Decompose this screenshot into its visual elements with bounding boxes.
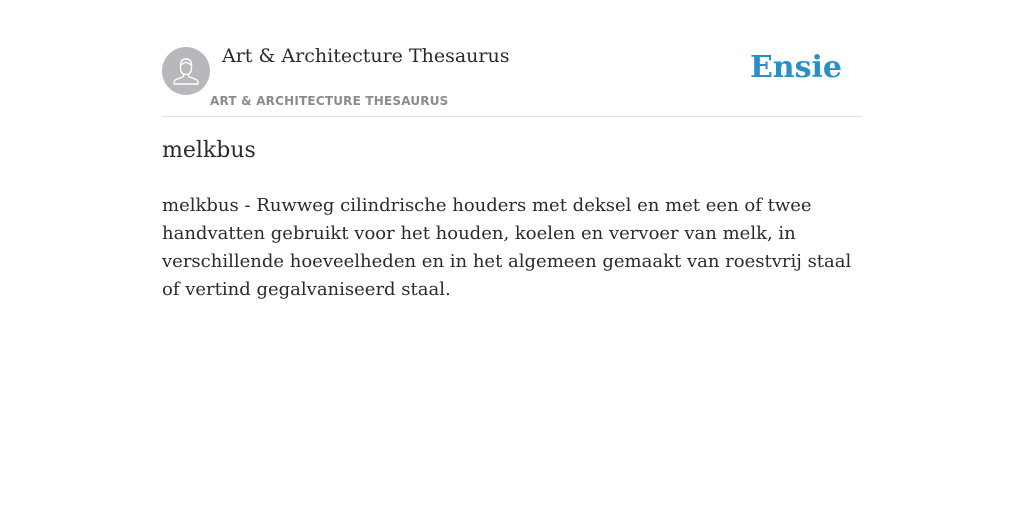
- source-title[interactable]: Art & Architecture Thesaurus: [222, 45, 510, 67]
- source-subtitle: ART & ARCHITECTURE THESAURUS: [210, 94, 449, 108]
- ensie-logo[interactable]: Ensie: [749, 50, 842, 85]
- definition-text: melkbus - Ruwweg cilindrische houders met deksel en met een of twee handvatten gebruikt voor het houden, koelen en vervoer van melk, in verschillende hoeveelheden en in het algemeen gemaakt van roestvrij staal of vertind gegalvaniseerd staal.: [162, 195, 852, 300]
- avatar[interactable]: [162, 47, 210, 95]
- source-header: [162, 40, 862, 117]
- user-icon: [162, 47, 210, 95]
- term-title: melkbus: [162, 138, 256, 163]
